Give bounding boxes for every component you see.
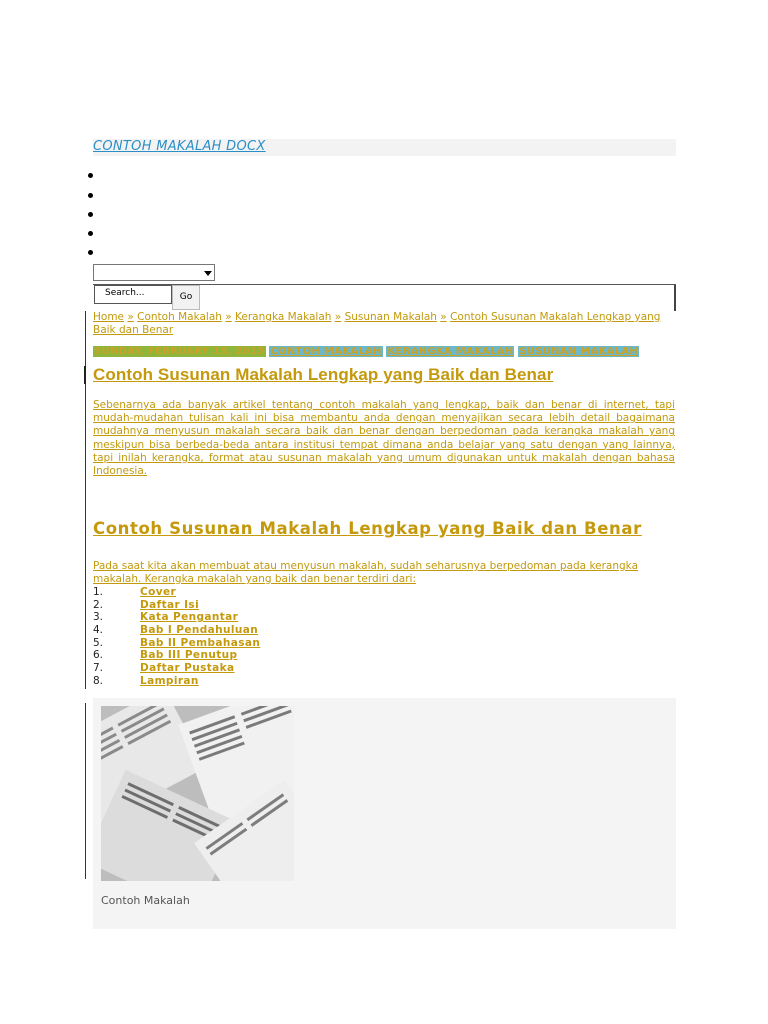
papers-photo[interactable] xyxy=(101,706,294,881)
figure-caption: Contoh Makalah xyxy=(101,894,190,907)
site-header xyxy=(93,139,676,156)
section-heading[interactable]: Contoh Susunan Makalah Lengkap yang Baik dan Benar xyxy=(93,519,642,538)
outline-link-lampiran[interactable]: Lampiran xyxy=(140,674,199,687)
divider xyxy=(674,285,676,311)
post-meta xyxy=(93,345,639,358)
breadcrumb-contoh-makalah[interactable]: Contoh Makalah xyxy=(137,311,222,323)
papers-illustration xyxy=(101,706,294,881)
outline-link-kata-pengantar[interactable]: Kata Pengantar xyxy=(140,611,239,624)
breadcrumb-kerangka-makalah[interactable]: Kerangka Makalah xyxy=(235,311,332,323)
nav-bullet[interactable] xyxy=(88,173,93,178)
outline-link-daftar-pustaka[interactable]: Daftar Pustaka xyxy=(140,662,235,675)
breadcrumb-current[interactable]: Contoh Susunan Makalah Lengkap yang Baik dan Benar xyxy=(93,311,661,336)
outline-link-bab-2[interactable]: Bab II Pembahasan xyxy=(140,636,261,649)
site-title-link[interactable]: CONTOH MAKALAH DOCX xyxy=(93,139,266,154)
lead-paragraph[interactable]: Pada saat kita akan membuat atau menyusun makalah, sudah seharusnya berpedoman pada kerangka makalah. Kerangka makalah yang baik dan benar terdiri dari: xyxy=(93,560,639,585)
tag-contoh-makalah[interactable]: CONTOH MAKALAH xyxy=(270,346,382,357)
intro-paragraph[interactable]: Sebenarnya ada banyak artikel tentang contoh makalah yang lengkap, baik dan benar di internet, tapi mudah-mudahan tulisan kali ini bisa membantu anda dengan menyajikan secara lebih detail bagaimana mudahnya menyusun makalah secara baik dan benar dengan berpedoman pada kerangka makalah yang meskipun bisa berbeda-beda antara institusi tempat dimana anda belajar yang satu dengan yang lainnya, tapi inilah kerangka, format atau susunan makalah yang umum digunakan untuk makalah dengan bahasa Indonesia. xyxy=(93,399,675,478)
search-input[interactable]: Search... xyxy=(94,285,172,304)
title-accent-bar xyxy=(84,366,86,384)
tag-susunan-makalah[interactable]: SUSUNAN MAKALAH xyxy=(519,346,639,357)
go-button[interactable]: Go xyxy=(172,285,200,310)
nav-bullet[interactable] xyxy=(88,250,93,255)
outline-link-cover[interactable]: Cover xyxy=(140,586,177,598)
breadcrumb-home[interactable]: Home xyxy=(93,311,125,323)
outline-link-bab-1[interactable]: Bab I Pendahuluan xyxy=(140,624,259,637)
post-title[interactable]: Contoh Susunan Makalah Lengkap yang Baik dan Benar xyxy=(93,365,554,384)
tag-kerangka-makalah[interactable]: KERANGKA MAKALAH xyxy=(387,346,514,357)
content-border xyxy=(85,703,86,879)
nav-bullet[interactable] xyxy=(88,212,93,217)
nav-bullet[interactable] xyxy=(88,193,93,198)
breadcrumb: Home » Contoh Makalah » Kerangka Makalah » Susunan Makalah » Contoh Susunan Makalah Lengkap yang Baik dan Benar xyxy=(93,311,661,336)
chevron-down-icon xyxy=(204,271,212,276)
nav-bullet[interactable] xyxy=(88,231,93,236)
nav-dropdown[interactable] xyxy=(93,264,215,281)
breadcrumb-susunan-makalah[interactable]: Susunan Makalah xyxy=(344,311,437,323)
outline-link-bab-3[interactable]: Bab III Penutup xyxy=(140,649,238,662)
outline-link-daftar-isi[interactable]: Daftar Isi xyxy=(140,598,200,611)
post-date: SUNDAY, FEBRUARY 15, 2015 xyxy=(94,346,265,357)
